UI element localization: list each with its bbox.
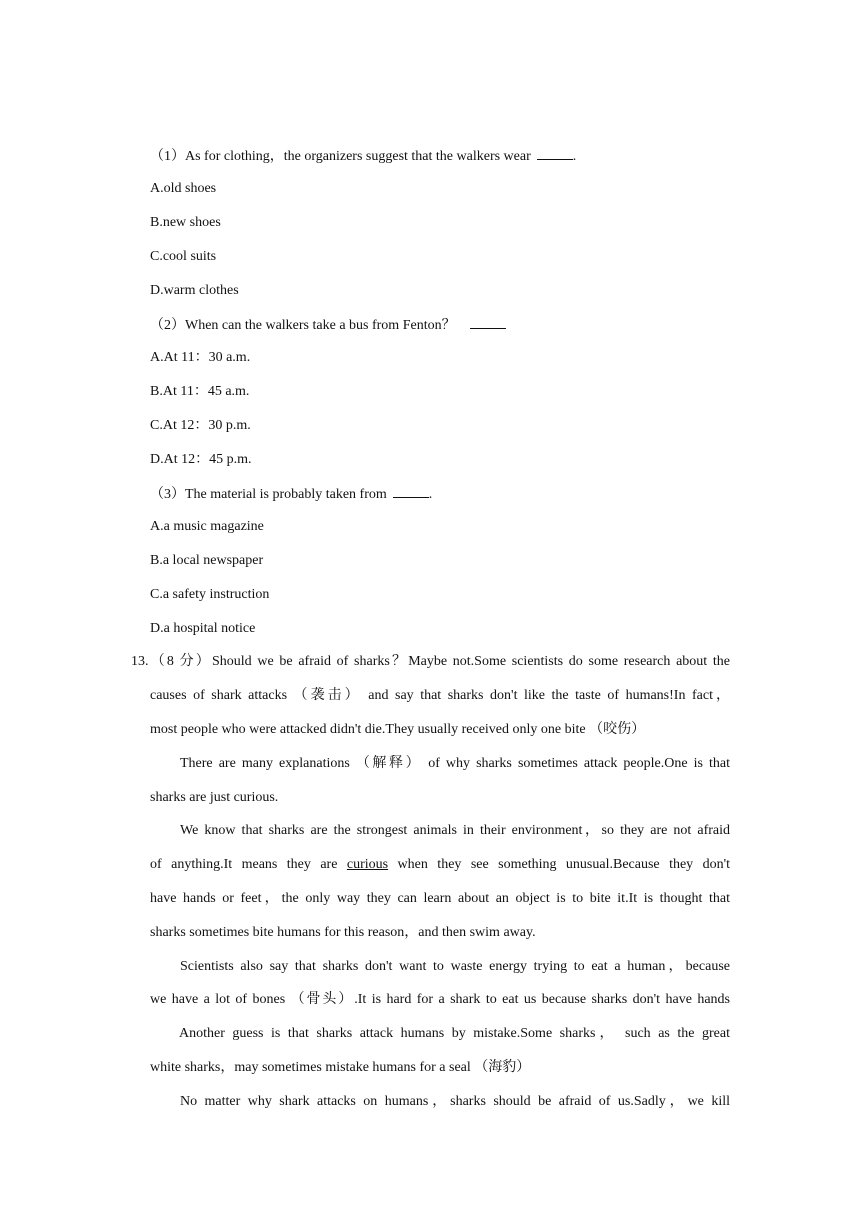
question-3-stem: （3）The material is probably taken from . [150,483,730,505]
passage-line: We know that sharks are the strongest animals in their environment，so they are not afraid [180,823,730,838]
option: B.a local newspaper [150,553,264,568]
underlined-word: curious [346,857,389,872]
option: A.At 11：30 a.m. [150,350,251,365]
option: A.a music magazine [150,519,264,534]
passage-line: causes of shark attacks （袭击） and say that sharks don't like the taste of humans!In fact， [150,688,730,703]
option: C.At 12：30 p.m. [150,418,251,433]
passage-line: we have a lot of bones （骨头）.It is hard for a shark to eat us because sharks don't have hands [150,992,730,1007]
option: C.cool suits [150,249,217,264]
answer-blank [537,145,573,160]
option: D.a hospital notice [150,621,256,636]
option: B.new shoes [150,215,221,230]
passage-line: sharks sometimes bite humans for this reason，and then swim away. [150,925,536,940]
option: B.At 11：45 a.m. [150,384,250,399]
question-2-stem [150,314,730,336]
answer-blank [393,483,429,498]
passage-line: most people who were attacked didn't die.They usually received only one bite （咬伤） [150,722,646,737]
question-2-text: （2）When can the walkers take a bus from Fenton？ [150,318,456,333]
option: D.At 12：45 p.m. [150,452,252,467]
question-1-text: （1）As for clothing，the organizers suggest that the walkers wear [150,149,531,164]
answer-blank [470,314,506,329]
passage-line: There are many explanations （解释） of why sharks sometimes attack people.One is that [180,756,730,771]
passage-line: sharks are just curious. [150,790,279,805]
option: D.warm clothes [150,283,239,298]
passage-line: No matter why shark attacks on humans，sharks should be afraid of us.Sadly，we kill [180,1094,730,1109]
passage-line: Scientists also say that sharks don't want to waste energy trying to eat a human，because [180,959,730,974]
passage-line: Another guess is that sharks attack humans by mistake.Some sharks， such as the great [179,1026,730,1041]
passage-line: of anything.It means they are curious when they see something unusual.Because they don't [150,857,731,872]
passage-line: have hands or feet，the only way they can learn about an object is to bite it.It is thought that [150,891,730,906]
passage-line: 13.（8 分）Should we be afraid of sharks？Maybe not.Some scientists do some research about the [131,654,730,669]
option: C.a safety instruction [150,587,270,602]
option: A.old shoes [150,181,217,196]
question-3-text: （3）The material is probably taken from [150,487,387,502]
passage-line: white sharks，may sometimes mistake humans for a seal （海豹） [150,1060,531,1075]
question-1-stem: （1）As for clothing，the organizers suggest that the walkers wear . [150,145,730,167]
